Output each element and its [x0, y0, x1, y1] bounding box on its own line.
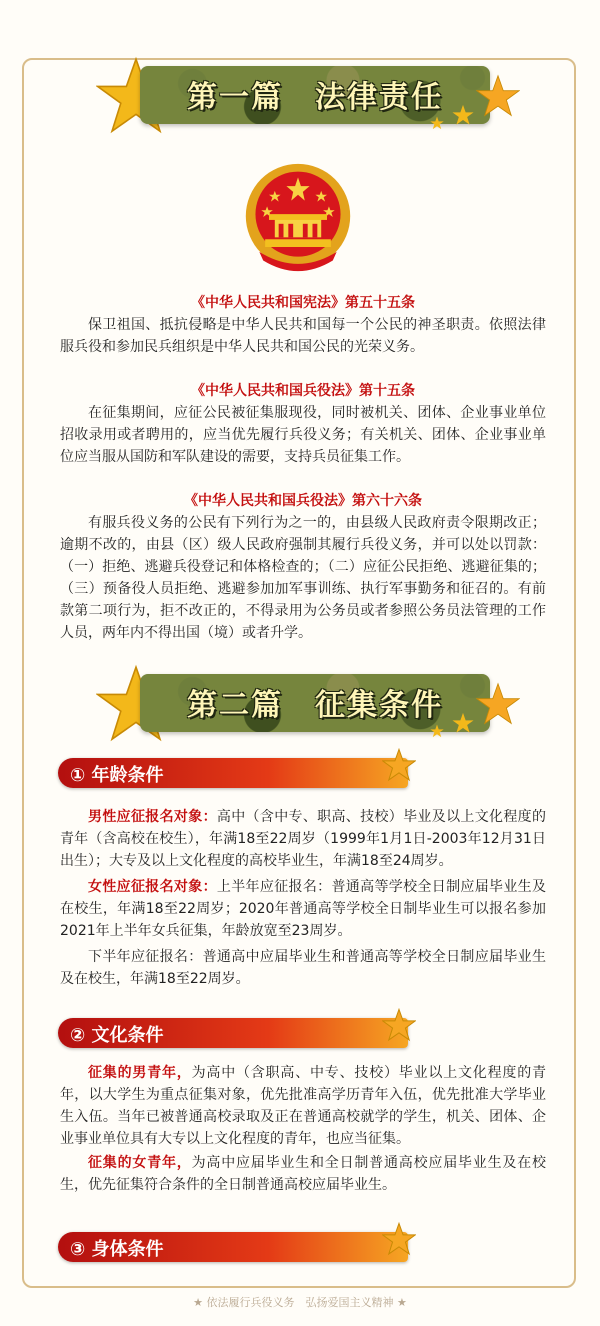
section-label: ② 文化条件 [70, 1025, 164, 1046]
section-body-header [58, 1232, 408, 1262]
section-age-header [58, 758, 408, 788]
section-label: ① 年龄条件 [70, 765, 164, 786]
female-text: 上半年应征报名：普通高等学校全日制应届毕业生及在校生，年满18至22周岁；2020年普通高等学校全日制毕业生可以报名参加2021年上半年女兵征集，年龄放宽至23周岁。 [60, 879, 547, 939]
gold-star-icon [430, 724, 444, 738]
female-label: 女性应征报名对象： [88, 879, 217, 895]
gold-star-icon [476, 682, 520, 726]
section-culture-header [58, 1018, 408, 1048]
law-text: 在征集期间，应征公民被征集服现役，同时被机关、团体、企业事业单位招收录用或者聘用的，应当优先履行兵役义务；有关机关、团体、企业事业单位应当服从国防和军队建设的需要，支持兵员征集工作。 [60, 405, 546, 465]
male-text: 为高中（含职高、中专、技校）毕业以上文化程度的青年，以大学生为重点征集对象，优先批准高学历青年入伍，优先批准大学毕业生入伍。当年已被普通高校录取及正在普通高校就学的学生，机关、团体、企业事业单位具有大专以上文化程度的青年，也应当征集。 [60, 1065, 547, 1147]
law-title: 《中华人民共和国兵役法》第六十六条 [184, 493, 422, 509]
gold-star-icon [476, 74, 520, 118]
part1-title: 第一篇 法律责任 [187, 80, 443, 115]
gold-star-icon [382, 748, 416, 782]
law-text: 保卫祖国、抵抗侵略是中华人民共和国每一个公民的神圣职责。依照法律服兵役和参加民兵组织是中华人民共和国公民的光荣义务。 [60, 317, 546, 355]
age-female-paragraph [60, 876, 546, 942]
gold-star-icon [382, 1222, 416, 1256]
law-section-3 [60, 490, 546, 644]
female-label: 征集的女青年， [88, 1155, 192, 1171]
gold-star-icon [452, 104, 474, 126]
national-emblem-icon [240, 160, 356, 276]
culture-male-paragraph [60, 1062, 546, 1150]
law-text: 有服兵役义务的公民有下列行为之一的，由县级人民政府责令限期改正；逾期不改的，由县（区）级人民政府强制其履行兵役义务，并可以处以罚款：（一）拒绝、逃避兵役登记和体格检查的；（二）应征公民拒绝、逃避征集的；（三）预备役人员拒绝、逃避参加加军事训练、执行军事勤务和征召的。有前款第二项行为，拒不改正的，不得录用为公务员或者参照公务员法管理的工作人员，两年内不得出国（境）或者升学。 [60, 515, 546, 641]
age-second-half-paragraph: 下半年应征报名：普通高中应届毕业生和普通高等学校全日制应届毕业生及在校生，年满18至22周岁。 [60, 949, 546, 987]
age-male-paragraph [60, 806, 546, 872]
gold-star-icon [382, 1008, 416, 1042]
law-section-1 [60, 292, 546, 358]
male-label: 征集的男青年， [88, 1065, 192, 1081]
gold-star-icon [430, 116, 444, 130]
law-title: 《中华人民共和国兵役法》第十五条 [191, 383, 415, 399]
culture-content [60, 1062, 546, 1196]
law-section-2 [60, 380, 546, 468]
female-text: 为高中应届毕业生和全日制普通高校应届毕业生及在校生，优先征集符合条件的全日制普通高校应届毕业生。 [60, 1155, 547, 1193]
male-label: 男性应征报名对象： [88, 809, 217, 825]
age-content [60, 806, 546, 990]
male-text: 高中（含中专、职高、技校）毕业及以上文化程度的青年（含高校在校生），年满18至22周岁（1999年1月1日-2003年12月31日出生）；大专及以上文化程度的高校毕业生，年满18至24周岁。 [60, 809, 547, 869]
section-label: ③ 身体条件 [70, 1239, 164, 1260]
law-title: 《中华人民共和国宪法》第五十五条 [191, 295, 415, 311]
footer-slogan: ★ 依法履行兵役义务 弘扬爱国主义精神 ★ [193, 1296, 407, 1309]
gold-star-icon [452, 712, 474, 734]
culture-female-paragraph [60, 1152, 546, 1196]
part2-title: 第二篇 征集条件 [187, 688, 443, 723]
